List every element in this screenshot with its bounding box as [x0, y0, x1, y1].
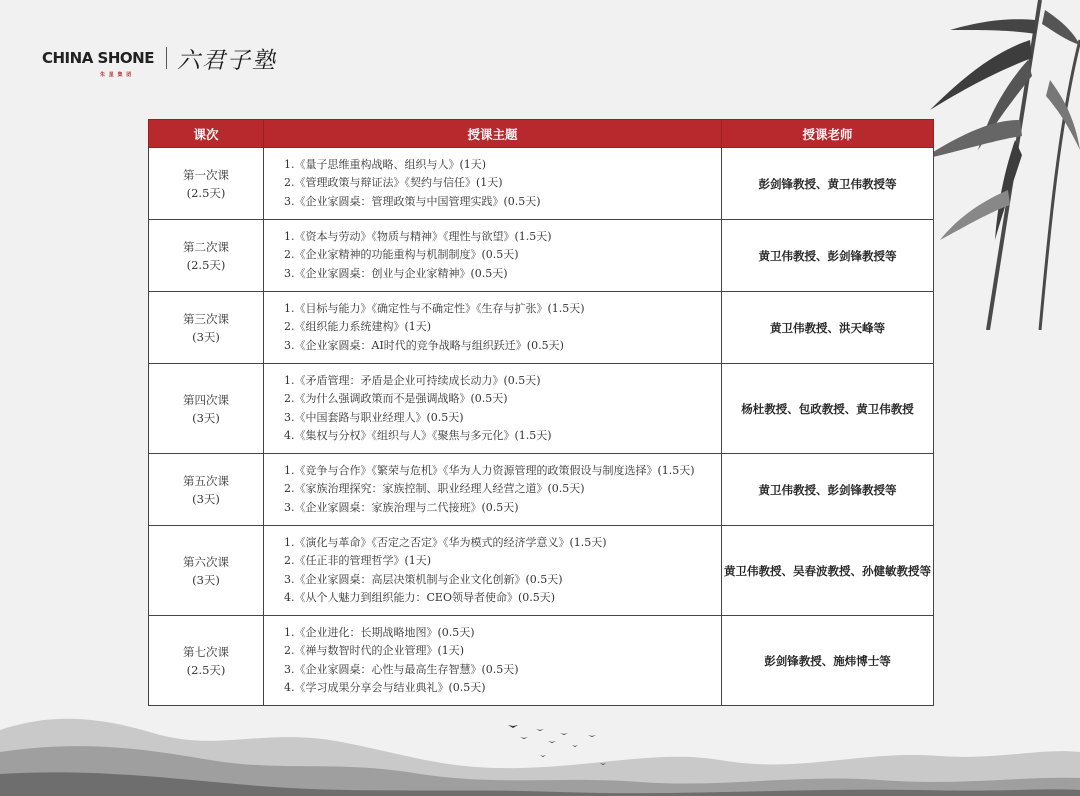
teacher-cell: 杨杜教授、包政教授、黄卫伟教授 — [722, 364, 934, 454]
session-duration: (2.5天) — [186, 257, 226, 272]
table-row — [149, 220, 934, 292]
topic-item: 4.《集权与分权》《组织与人》《聚焦与多元化》(1.5天) — [284, 429, 552, 442]
topic-item: 1.《竞争与合作》《繁荣与危机》《华为人力资源管理的政策假设与制度选择》(1.5天) — [284, 463, 695, 477]
header-session: 课次 — [149, 120, 264, 148]
topic-item: 2.《管理政策与辩证法》《契约与信任》(1天) — [284, 176, 503, 190]
session-duration: (2.5天) — [186, 662, 226, 677]
table-row — [149, 526, 934, 616]
topic-item: 3.《企业家圆桌：心性与最高生存智慧》(0.5天) — [284, 662, 519, 676]
session-cell — [149, 364, 264, 454]
teacher-cell: 黄卫伟教授、吴春波教授、孙健敏教授等 — [722, 526, 934, 616]
session-name: 第六次课 — [183, 554, 229, 569]
session-name: 第三次课 — [183, 311, 229, 326]
course-schedule-table — [148, 119, 934, 706]
topic-item: 4.《学习成果分享会与结业典礼》(0.5天) — [284, 681, 486, 694]
teacher-cell: 黄卫伟教授、彭剑锋教授等 — [722, 220, 934, 292]
session-duration: (3天) — [192, 410, 220, 425]
table-row — [149, 454, 934, 526]
brand-english-subtext: 朱 星 集 团 — [100, 72, 133, 78]
topic-item: 2.《禅与数智时代的企业管理》(1天) — [284, 644, 465, 657]
topic-cell — [264, 148, 722, 220]
session-duration: (2.5天) — [186, 185, 226, 200]
topic-item: 1.《演化与革命》《否定之否定》《华为模式的经济学意义》(1.5天) — [284, 535, 607, 549]
session-name: 第四次课 — [183, 392, 229, 407]
brand-logo — [42, 40, 277, 76]
topic-cell — [264, 220, 722, 292]
session-cell — [149, 148, 264, 220]
topic-cell — [264, 292, 722, 364]
session-cell — [149, 616, 264, 706]
topic-item: 3.《企业家圆桌：AI时代的竞争战略与组织跃迁》(0.5天) — [284, 338, 564, 352]
topic-item: 3.《中国套路与职业经理人》(0.5天) — [284, 410, 464, 424]
topic-item: 2.《企业家精神的功能重构与机制制度》(0.5天) — [284, 248, 519, 262]
brand-chinese-logo: 六君子塾 — [176, 47, 277, 74]
table-row — [149, 292, 934, 364]
brand-english-text: CHINA SHONE — [42, 49, 154, 67]
topic-item: 2.《家族治理探究：家族控制、职业经理人经营之道》(0.5天) — [284, 482, 585, 496]
topic-item: 1.《量子思维重构战略、组织与人》(1天) — [284, 157, 487, 171]
topic-item: 1.《矛盾管理：矛盾是企业可持续成长动力》(0.5天) — [284, 373, 541, 387]
teacher-cell: 彭剑锋教授、黄卫伟教授等 — [722, 148, 934, 220]
session-duration: (3天) — [192, 491, 220, 506]
brand-english-logo — [42, 49, 154, 78]
topic-item: 3.《企业家圆桌：管理政策与中国管理实践》(0.5天) — [284, 194, 541, 208]
header-topic: 授课主题 — [264, 120, 722, 148]
topic-item: 3.《企业家圆桌：创业与企业家精神》(0.5天) — [284, 266, 508, 280]
session-name: 第五次课 — [183, 473, 229, 488]
session-cell — [149, 454, 264, 526]
topic-item: 2.《为什么强调政策而不是强调战略》(0.5天) — [284, 392, 508, 405]
logo-separator — [166, 47, 167, 69]
topic-cell — [264, 364, 722, 454]
topic-item: 1.《企业进化：长期战略地图》(0.5天) — [284, 625, 475, 639]
session-cell — [149, 526, 264, 616]
topic-item: 3.《企业家圆桌：家族治理与二代接班》(0.5天) — [284, 500, 519, 514]
table-row — [149, 148, 934, 220]
session-cell — [149, 220, 264, 292]
topic-item: 2.《任正非的管理哲学》(1天) — [284, 554, 432, 567]
topic-cell — [264, 526, 722, 616]
topic-item: 4.《从个人魅力到组织能力：CEO领导者使命》(0.5天) — [284, 591, 556, 604]
session-name: 第二次课 — [183, 239, 229, 254]
topic-item: 2.《组织能力系统建构》(1天) — [284, 320, 432, 334]
session-name: 第一次课 — [183, 167, 229, 182]
table-row — [149, 616, 934, 706]
header-teacher: 授课老师 — [722, 120, 934, 148]
table-row — [149, 364, 934, 454]
table-header-row — [149, 120, 934, 148]
session-duration: (3天) — [192, 329, 220, 344]
topic-item: 3.《企业家圆桌：高层决策机制与企业文化创新》(0.5天) — [284, 572, 563, 586]
teacher-cell: 彭剑锋教授、施炜博士等 — [722, 616, 934, 706]
topic-item: 1.《目标与能力》《确定性与不确定性》《生存与扩张》(1.5天) — [284, 301, 585, 315]
session-cell — [149, 292, 264, 364]
birds-decoration — [500, 715, 610, 775]
topic-item: 1.《资本与劳动》《物质与精神》《理性与欲望》(1.5天) — [284, 229, 552, 243]
topic-cell — [264, 454, 722, 526]
teacher-cell: 黄卫伟教授、彭剑锋教授等 — [722, 454, 934, 526]
teacher-cell: 黄卫伟教授、洪天峰等 — [722, 292, 934, 364]
topic-cell — [264, 616, 722, 706]
session-duration: (3天) — [192, 572, 220, 587]
session-name: 第七次课 — [183, 644, 229, 659]
